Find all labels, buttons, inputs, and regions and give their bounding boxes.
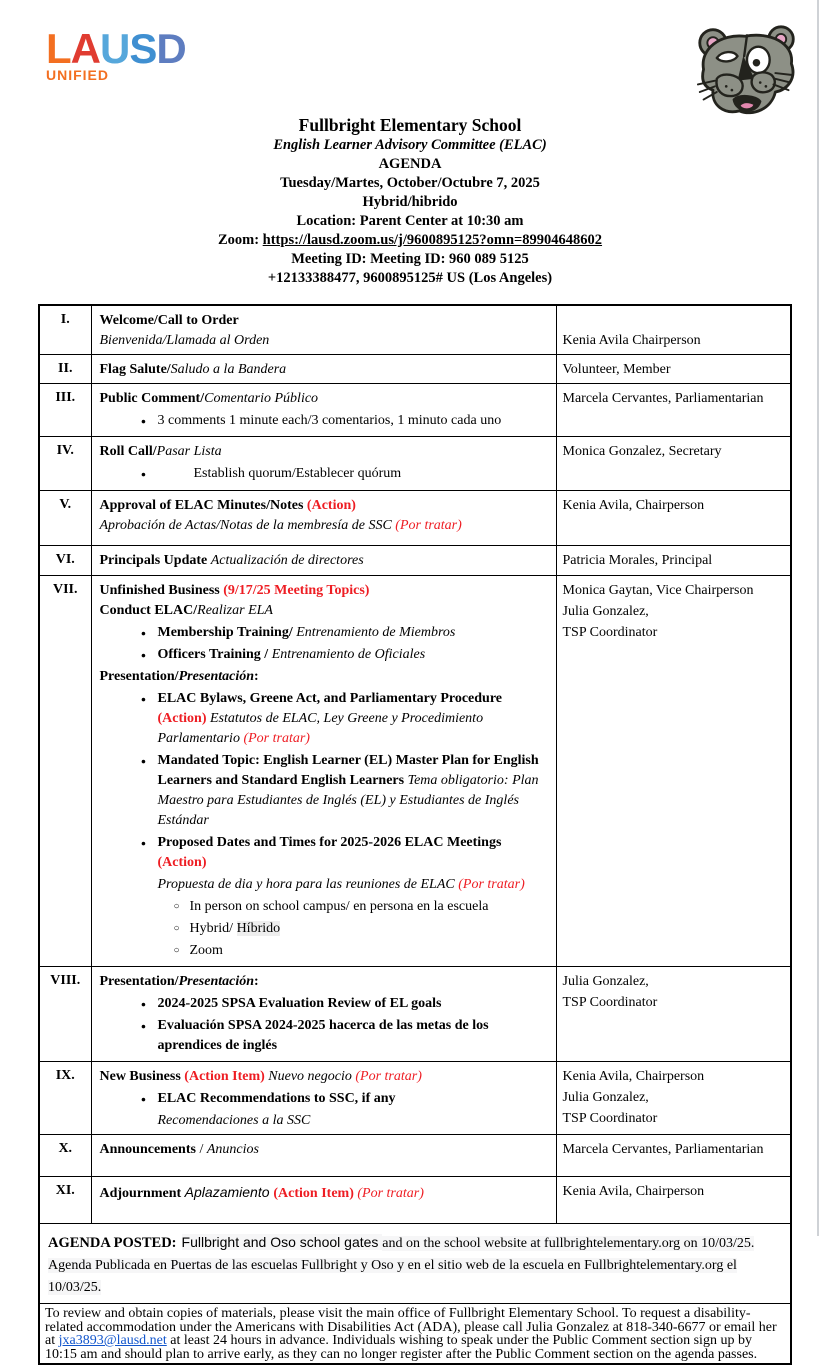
text-segment: Principals Update [99, 553, 211, 568]
text-segment: Anuncios [206, 1142, 259, 1157]
person-name: Volunteer, Member [562, 362, 671, 377]
page-edge-divider [817, 0, 819, 1236]
text-segment: Propuesta de dia y hora para las reuniones de ELAC [157, 877, 459, 892]
text-segment: Híbrido [236, 921, 281, 936]
row-people [556, 1177, 791, 1224]
bullet-text [158, 1016, 554, 1056]
text-segment: (Por tratar) [243, 731, 310, 746]
text-segment: (Por tratar) [395, 518, 462, 533]
text-segment: : [254, 669, 259, 684]
person-name: Julia Gonzalez, [562, 1090, 649, 1105]
person-name: Marcela Cervantes, Parliamentarian [562, 1142, 764, 1157]
person-name: Kenia Avila, Chairperson [562, 498, 705, 513]
committee-name: English Learner Advisory Committee (ELAC) [273, 137, 547, 153]
agenda-row [39, 1177, 791, 1224]
bullet-icon: ● [140, 416, 147, 426]
contact-email-link[interactable]: jxa3893@lausd.net [58, 1333, 167, 1348]
row-number: VIII. [39, 967, 91, 1062]
agenda-row [39, 576, 791, 967]
text-segment: (Por tratar) [355, 1069, 422, 1084]
row-people [556, 305, 791, 355]
agenda-line [130, 1089, 548, 1109]
text-segment: Bienvenida/Llamada al Orden [99, 333, 270, 348]
agenda-line [100, 311, 548, 331]
meeting-date: Tuesday/Martes, October/Octubre 7, 2025 [280, 175, 540, 191]
person-name: Marcela Cervantes, Parliamentarian [562, 391, 764, 406]
agenda-line [130, 645, 548, 665]
text-segment: (Por tratar) [353, 1186, 424, 1201]
row-people [556, 384, 791, 437]
bullet-text [190, 919, 554, 939]
text-segment: (9/17/25 Meeting Topics) [223, 583, 370, 598]
agenda-line [100, 331, 548, 351]
bullet-text [158, 751, 554, 831]
row-content [91, 1177, 556, 1224]
agenda-line [130, 464, 548, 484]
text-segment: 2024-2025 SPSA Evaluation Review of EL goals [157, 996, 442, 1011]
text-segment: Tema obligatorio: Plan Maestro para Estudiantes de Inglés (EL) y Estudiantes de Inglés Estándar [157, 773, 539, 828]
agenda-posted-locations: Fullbright and Oso school gates [181, 1234, 383, 1250]
text-segment: Welcome/Call to Order [99, 313, 239, 328]
agenda-posted-details: and on the school website at fullbrightelementary.org on 10/03/25. Agenda Publicada en Puertas de las escuelas Fullbright y Oso y en el sitio web de la escuela en Fullbrightelementary.org el 10/03/25. [48, 1236, 755, 1295]
text-segment: Flag Salute/ [99, 362, 171, 377]
agenda-line [100, 667, 548, 687]
text-segment: Zoom [189, 943, 223, 958]
logo-letter: D [156, 25, 186, 72]
agenda-line [100, 389, 548, 409]
meeting-mode: Hybrid/hibrido [362, 194, 458, 210]
person-name: TSP Coordinator [562, 1111, 658, 1126]
text-segment: (Action) [306, 498, 356, 513]
bullet-icon: ● [140, 756, 147, 766]
bullet-text [158, 623, 554, 643]
person-name: Kenia Avila Chairperson [562, 333, 701, 348]
bullet-icon: ● [140, 650, 147, 660]
row-people [556, 355, 791, 384]
logo-letter: S [129, 25, 157, 72]
agenda-line [130, 994, 548, 1014]
text-segment: / [199, 1142, 207, 1157]
text-segment: Membership Training/ [157, 625, 293, 640]
bullet-text [158, 1089, 554, 1109]
text-segment: Realizar ELA [197, 603, 273, 618]
row-content [91, 967, 556, 1062]
bullet-icon: ● [140, 1021, 147, 1031]
agenda-table [38, 304, 792, 1365]
sub-bullet-icon: ○ [173, 945, 180, 956]
row-content [91, 384, 556, 437]
zoom-line [0, 231, 820, 250]
row-people [556, 967, 791, 1062]
school-name: Fullbright Elementary School [298, 115, 522, 135]
text-segment: Presentation/ [99, 669, 179, 684]
agenda-line [158, 1111, 548, 1131]
bullet-text [158, 645, 554, 665]
text-segment: (Por tratar) [458, 877, 525, 892]
text-segment: Presentación [178, 669, 255, 684]
lausd-logo-tagline: UNIFIED [46, 67, 109, 83]
row-content [91, 1062, 556, 1135]
meeting-phone: +12133388477, 9600895125# US (Los Angeles) [267, 270, 553, 286]
sub-bullet-icon: ○ [173, 923, 180, 934]
row-number: V. [39, 491, 91, 546]
text-segment: Presentation/ [99, 974, 179, 989]
agenda-row [39, 355, 791, 384]
bullet-icon: ● [140, 469, 147, 479]
text-segment: Hybrid/ [189, 921, 237, 936]
logo-letter: L [46, 25, 71, 72]
meeting-id: Meeting ID: Meeting ID: 960 089 5125 [291, 251, 529, 267]
agenda-line [100, 496, 548, 516]
row-content [91, 491, 556, 546]
bullet-text [190, 941, 554, 961]
agenda-row [39, 437, 791, 491]
agenda-line [100, 601, 548, 621]
text-segment: Proposed Dates and Times for 2025-2026 ELAC Meetings [157, 835, 502, 850]
agenda-line [164, 919, 548, 939]
person-name: TSP Coordinator [562, 625, 658, 640]
text-segment: Aprobación de Actas/Notas de la membresía de SSC [99, 518, 396, 533]
row-people [556, 576, 791, 967]
bullet-icon: ● [140, 694, 147, 704]
agenda-row [39, 1062, 791, 1135]
person-name: Kenia Avila, Chairperson [562, 1069, 705, 1084]
person-name: TSP Coordinator [562, 995, 658, 1010]
row-people [556, 437, 791, 491]
agenda-line [100, 516, 548, 536]
bullet-text [190, 897, 554, 917]
text-segment: (Action) [157, 711, 207, 726]
agenda-line [130, 623, 548, 643]
zoom-meeting-link[interactable]: https://lausd.zoom.us/j/9600895125?omn=89904648602 [262, 232, 603, 248]
person-name: Julia Gonzalez, [562, 974, 649, 989]
text-segment: Conduct ELAC/ [99, 603, 198, 618]
person-name: Kenia Avila, Chairperson [562, 1184, 705, 1199]
text-segment: (Action Item) [184, 1069, 265, 1084]
text-segment: Officers Training / [157, 647, 272, 662]
text-segment: 3 comments 1 minute each/3 comentarios, 1 minuto cada uno [157, 413, 502, 428]
fine-print-text-1: To review and obtain copies of materials, please visit the main office of Fullbright Elementary School. To request a disability-related accommodation under the Americans with Disabilities Act (ADA), please call Julia Gonzalez at 818-340-6677 or email her at [45, 1306, 777, 1348]
text-segment: Entrenamiento de Miembros [292, 625, 456, 640]
agenda-row [39, 967, 791, 1062]
row-content [91, 1135, 556, 1177]
row-number: VII. [39, 576, 91, 967]
agenda-line [100, 1182, 548, 1204]
row-people [556, 1135, 791, 1177]
fine-print-note [39, 1304, 791, 1365]
zoom-label: Zoom: [217, 232, 263, 248]
agenda-line [130, 411, 548, 431]
row-people [556, 546, 791, 576]
bullet-icon: ● [140, 999, 147, 1009]
text-segment: Actualización de directores [210, 553, 364, 568]
person-name: Patricia Morales, Principal [562, 553, 713, 568]
agenda-row [39, 491, 791, 546]
agenda-row [39, 1135, 791, 1177]
logo-letter: A [70, 25, 100, 72]
text-segment: ELAC Recommendations to SSC, if any [157, 1091, 396, 1106]
agenda-line [130, 833, 548, 873]
fine-print-text-2: at least 24 hours in advance. Individuals wishing to speak under the Public Comment section sign up by 10:15 am and should plan to arrive early, as they can no longer register after the Public Comment section on the agenda passes. [45, 1333, 758, 1362]
agenda-line [100, 551, 548, 571]
bullet-text [158, 411, 554, 431]
text-segment: Pasar Lista [156, 444, 222, 459]
text-segment: Roll Call/ [99, 444, 157, 459]
text-segment: : [254, 974, 259, 989]
person-name: Monica Gaytan, Vice Chairperson [562, 583, 754, 598]
text-segment: Mandated Topic: English Learner (EL) Master Plan for English Learners and Standard English Learners [157, 753, 539, 788]
text-segment: Public Comment/ [99, 391, 205, 406]
agenda-posted-label: AGENDA POSTED: [48, 1235, 177, 1251]
fine-print-row [39, 1304, 791, 1365]
bullet-icon: ● [140, 838, 147, 848]
text-segment: Announcements [99, 1142, 200, 1157]
row-number: I. [39, 305, 91, 355]
agenda-line [164, 941, 548, 961]
row-number: XI. [39, 1177, 91, 1224]
bullet-text [158, 464, 554, 484]
text-segment: Approval of ELAC Minutes/Notes [99, 498, 307, 513]
text-segment: Unfinished Business [99, 583, 224, 598]
text-segment: Aplazamiento [184, 1184, 274, 1200]
row-content [91, 305, 556, 355]
row-content [91, 437, 556, 491]
text-segment: (Action Item) [273, 1186, 354, 1201]
agenda-line [100, 360, 548, 380]
person-name: Julia Gonzalez, [562, 604, 649, 619]
bullet-text [158, 994, 554, 1014]
agenda-row [39, 384, 791, 437]
agenda-line [100, 581, 548, 601]
doc-type: AGENDA [378, 156, 442, 172]
row-content [91, 546, 556, 576]
lausd-logo [46, 25, 186, 83]
agenda-line [130, 751, 548, 831]
row-content [91, 576, 556, 967]
sub-bullet-icon: ○ [173, 901, 180, 912]
bullet-icon: ● [140, 1094, 147, 1104]
row-number: VI. [39, 546, 91, 576]
text-segment: In person on school campus/ en persona en la escuela [189, 899, 489, 914]
text-segment: Establish quorum/Establecer quórum [193, 466, 402, 481]
row-people [556, 1062, 791, 1135]
agenda-line [130, 689, 548, 749]
row-number: X. [39, 1135, 91, 1177]
agenda-line [130, 1016, 548, 1056]
bullet-text [158, 689, 554, 749]
agenda-line [100, 442, 548, 462]
row-number: IX. [39, 1062, 91, 1135]
agenda-row [39, 546, 791, 576]
text-segment: Saludo a la Bandera [170, 362, 287, 377]
logo-letter: U [100, 25, 130, 72]
text-segment: ELAC Bylaws, Greene Act, and Parliamentary Procedure [157, 691, 503, 706]
school-mascot-image [690, 24, 804, 126]
agenda-line [164, 897, 548, 917]
agenda-line [100, 1140, 548, 1160]
person-name: Monica Gonzalez, Secretary [562, 444, 722, 459]
text-segment: New Business [99, 1069, 185, 1084]
row-people [556, 491, 791, 546]
meeting-location: Location: Parent Center at 10:30 am [296, 213, 524, 229]
row-number: IV. [39, 437, 91, 491]
agenda-line [100, 1067, 548, 1087]
bullet-icon: ● [140, 628, 147, 638]
row-number: II. [39, 355, 91, 384]
text-segment: Nuevo negocio [264, 1069, 356, 1084]
text-segment: Comentario Público [204, 391, 319, 406]
lausd-logo-word [46, 25, 186, 72]
text-segment: (Action) [157, 855, 207, 870]
bullet-text [158, 833, 554, 873]
agenda-line [100, 972, 548, 992]
text-segment: Adjournment [99, 1186, 185, 1201]
row-content [91, 355, 556, 384]
agenda-line [158, 875, 548, 895]
text-segment: Entrenamiento de Oficiales [271, 647, 426, 662]
text-segment: Evaluación SPSA 2024-2025 hacerca de las metas de los aprendices de inglés [157, 1018, 489, 1053]
text-segment: Estatutos de ELAC, Ley Greene y Procedimiento Parlamentario [157, 711, 484, 746]
text-segment: Recomendaciones a la SSC [157, 1113, 311, 1128]
agenda-row [39, 305, 791, 355]
row-number: III. [39, 384, 91, 437]
text-segment: Presentación [178, 974, 255, 989]
